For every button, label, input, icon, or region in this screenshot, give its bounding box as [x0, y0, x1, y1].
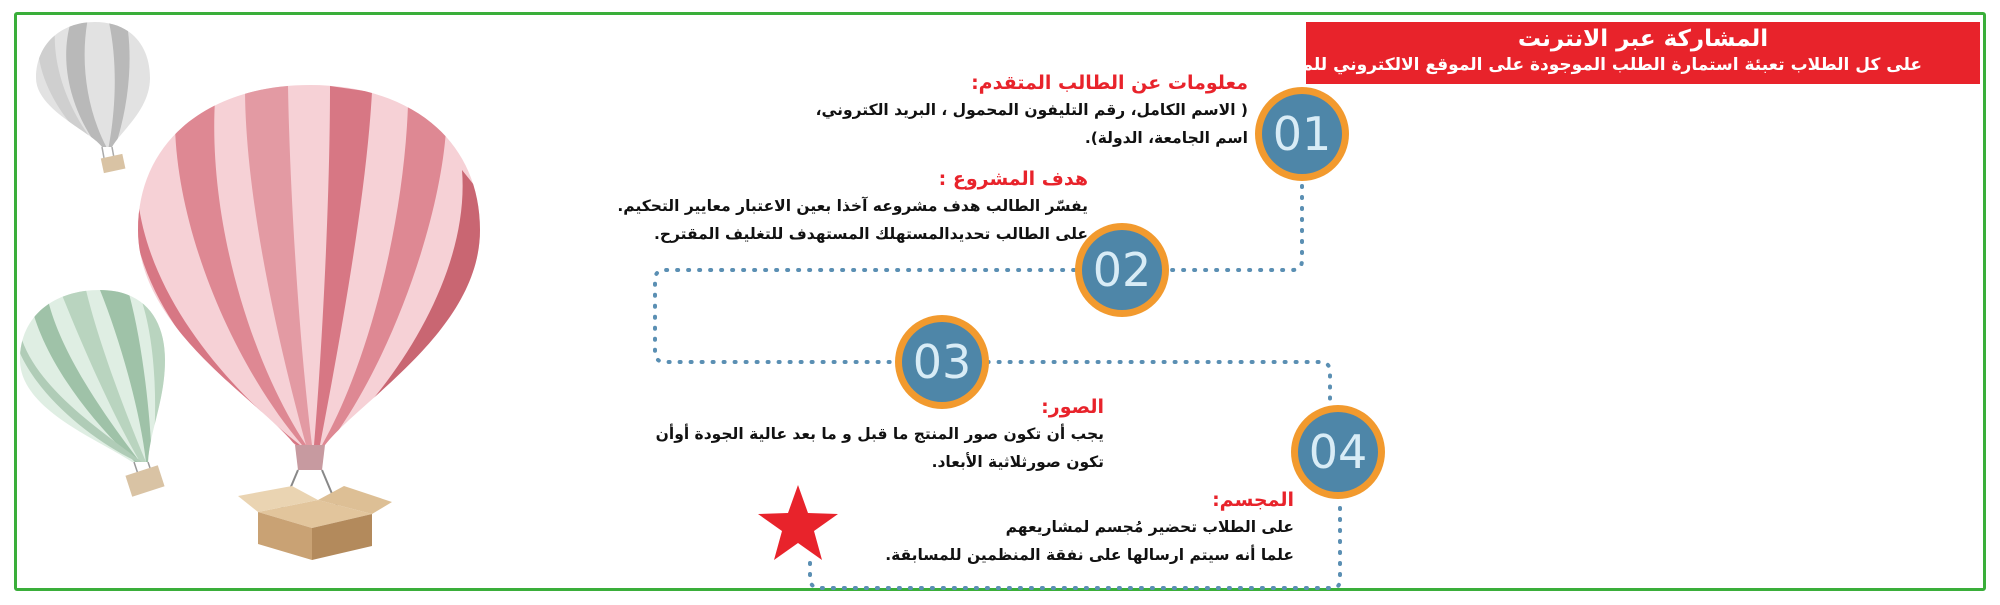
step-2-number: 02 [1092, 243, 1152, 297]
step-3-line-1: يجب أن تكون صور المنتج ما قبل و ما بعد عالية الجودة أوأن [655, 425, 1104, 443]
step-4-number: 04 [1308, 425, 1368, 479]
step-1-text [816, 70, 1248, 152]
step-4-line-2: علما أنه سيتم ارسالها على نفقة المنظمين للمسابقة. [885, 546, 1294, 564]
step-4-number-circle [1291, 405, 1385, 499]
step-2-line-1: يفسّر الطالب هدف مشروعه آخذا بعين الاعتبار معايير التحكيم. [617, 197, 1088, 215]
step-1-line-2: اسم الجامعة، الدولة). [1084, 129, 1248, 147]
step-2-text [617, 166, 1088, 248]
hot-air-balloon-large-pink-icon [130, 80, 490, 508]
online-participation-banner [1243, 22, 1980, 84]
step-3-text [656, 394, 1104, 476]
step-4-title: المجسم: [1212, 489, 1294, 511]
step-4-text [885, 487, 1294, 569]
step-4-line-1: على الطلاب تحضير مُجسم لمشاريعهم [1005, 518, 1294, 536]
step-3-title: الصور: [1041, 396, 1104, 418]
step-2-line-2: على الطالب تحديدالمستهلك المستهدف للتغليف المقترح. [653, 225, 1088, 243]
star-icon [758, 485, 838, 560]
step-1-line-1: ( الاسم الكامل، رقم التليفون المحمول ، البريد الكتروني، [815, 101, 1248, 119]
step-3-line-2: تكون صورثلاثية الأبعاد. [931, 453, 1104, 471]
step-1-title: معلومات عن الطالب المتقدم: [971, 72, 1248, 94]
step-1-number: 01 [1272, 107, 1332, 161]
banner-subtitle: على كل الطلاب تعبئة استمارة الطلب الموجودة على الموقع الالكتروني للمسابقة: [1243, 55, 1922, 75]
step-3-number: 03 [912, 335, 972, 389]
hot-air-balloon-small-gray-icon [30, 18, 160, 173]
cardboard-box-icon [238, 486, 392, 560]
hot-air-balloon-green-icon [15, 285, 175, 497]
step-1-number-circle [1255, 87, 1349, 181]
step-2-title: هدف المشروع : [938, 168, 1088, 190]
step-2-number-circle [1075, 223, 1169, 317]
banner-title: المشاركة عبر الانترنت [1517, 26, 1769, 52]
